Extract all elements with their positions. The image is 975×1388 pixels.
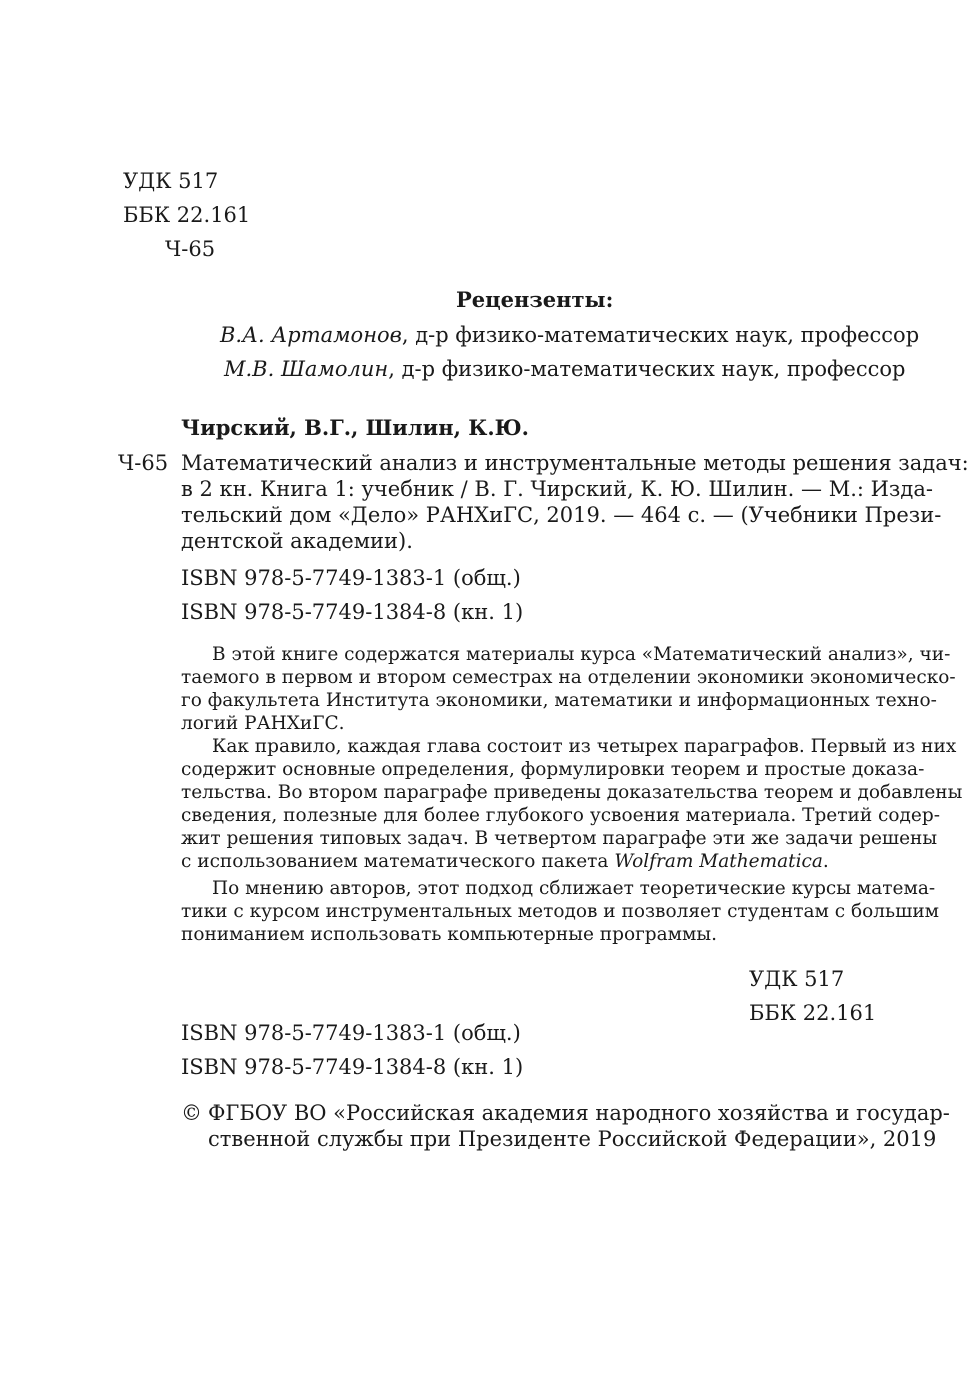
annotation-p2-line-5: жит решения типовых задач. В четвертом параграфе эти же задачи решены: [181, 828, 938, 849]
annotation-p2-line-4: сведения, полезные для более глубокого усвоения материала. Третий содер-: [181, 805, 940, 826]
annotation-p2-last-suffix: .: [822, 851, 829, 872]
annotation-p1-line-2: таемого в первом и втором семестрах на отделении экономики экономическо-: [181, 667, 956, 688]
reviewer-1-credentials: , д-р физико-математических наук, профессор: [401, 323, 920, 347]
author-mark: Ч-65: [165, 237, 216, 261]
annotation-p2-line-2: содержит основные определения, формулировки теорем и простые доказа-: [181, 759, 925, 780]
authors-line: Чирский, В.Г., Шилин, К.Ю.: [181, 415, 529, 440]
isbn-general-top: ISBN 978-5-7749-1383-1 (общ.): [181, 566, 521, 590]
bibliographic-mark: Ч-65: [118, 451, 169, 475]
udk-code: УДК 517: [123, 169, 219, 193]
reviewers-heading: Рецензенты:: [456, 287, 614, 312]
bibliographic-line-4: дентской академии).: [181, 529, 413, 553]
software-name: Wolfram Mathematica: [614, 851, 823, 872]
copyright-line-1: ФГБОУ ВО «Российская академия народного хозяйства и государ-: [208, 1101, 950, 1125]
annotation-p3-line-1: По мнению авторов, этот подход сближает теоретические курсы матема-: [212, 878, 936, 899]
reviewer-1: [220, 318, 919, 352]
annotation-p2-line-3: тельства. Во втором параграфе приведены доказательства теорем и добавлены: [181, 782, 963, 803]
annotation-p2-line-1: Как правило, каждая глава состоит из четырех параграфов. Первый из них: [212, 736, 957, 757]
annotation-p1-line-4: логий РАНХиГС.: [181, 713, 345, 734]
isbn-book1-top: ISBN 978-5-7749-1384-8 (кн. 1): [181, 600, 524, 624]
reviewer-2: [224, 352, 905, 386]
annotation-p1-line-3: го факультета Института экономики, математики и информационных техно-: [181, 690, 937, 711]
isbn-book1-bottom: ISBN 978-5-7749-1384-8 (кн. 1): [181, 1055, 524, 1079]
bibliographic-line-1: Математический анализ и инструментальные методы решения задач:: [181, 451, 969, 475]
reviewer-1-name: В.А. Артамонов: [220, 323, 402, 347]
annotation-p2-line-6: [181, 850, 829, 873]
isbn-general-bottom: ISBN 978-5-7749-1383-1 (общ.): [181, 1021, 521, 1045]
bibliographic-line-2: в 2 кн. Книга 1: учебник / В. Г. Чирский, К. Ю. Шилин. — М.: Изда-: [181, 477, 933, 501]
annotation-p3-line-3: пониманием использовать компьютерные программы.: [181, 924, 718, 945]
annotation-p3-line-2: тики с курсом инструментальных методов и позволяет студентам с большим: [181, 901, 940, 922]
bbk-code-bottom: ББК 22.161: [749, 1001, 877, 1025]
reviewer-2-credentials: , д-р физико-математических наук, профессор: [388, 357, 906, 381]
udk-code-bottom: УДК 517: [749, 967, 845, 991]
bibliographic-line-3: тельский дом «Дело» РАНХиГС, 2019. — 464 с. — (Учебники Прези-: [181, 503, 942, 527]
copyright-symbol: ©: [181, 1101, 202, 1125]
bbk-code: ББК 22.161: [123, 203, 251, 227]
reviewer-2-name: М.В. Шамолин: [224, 357, 389, 381]
copyright-line-2: ственной службы при Президенте Российской Федерации», 2019: [208, 1127, 937, 1151]
annotation-p2-last-prefix: с использованием математического пакета: [181, 851, 615, 872]
annotation-p1-line-1: В этой книге содержатся материалы курса «Математический анализ», чи-: [212, 644, 951, 665]
